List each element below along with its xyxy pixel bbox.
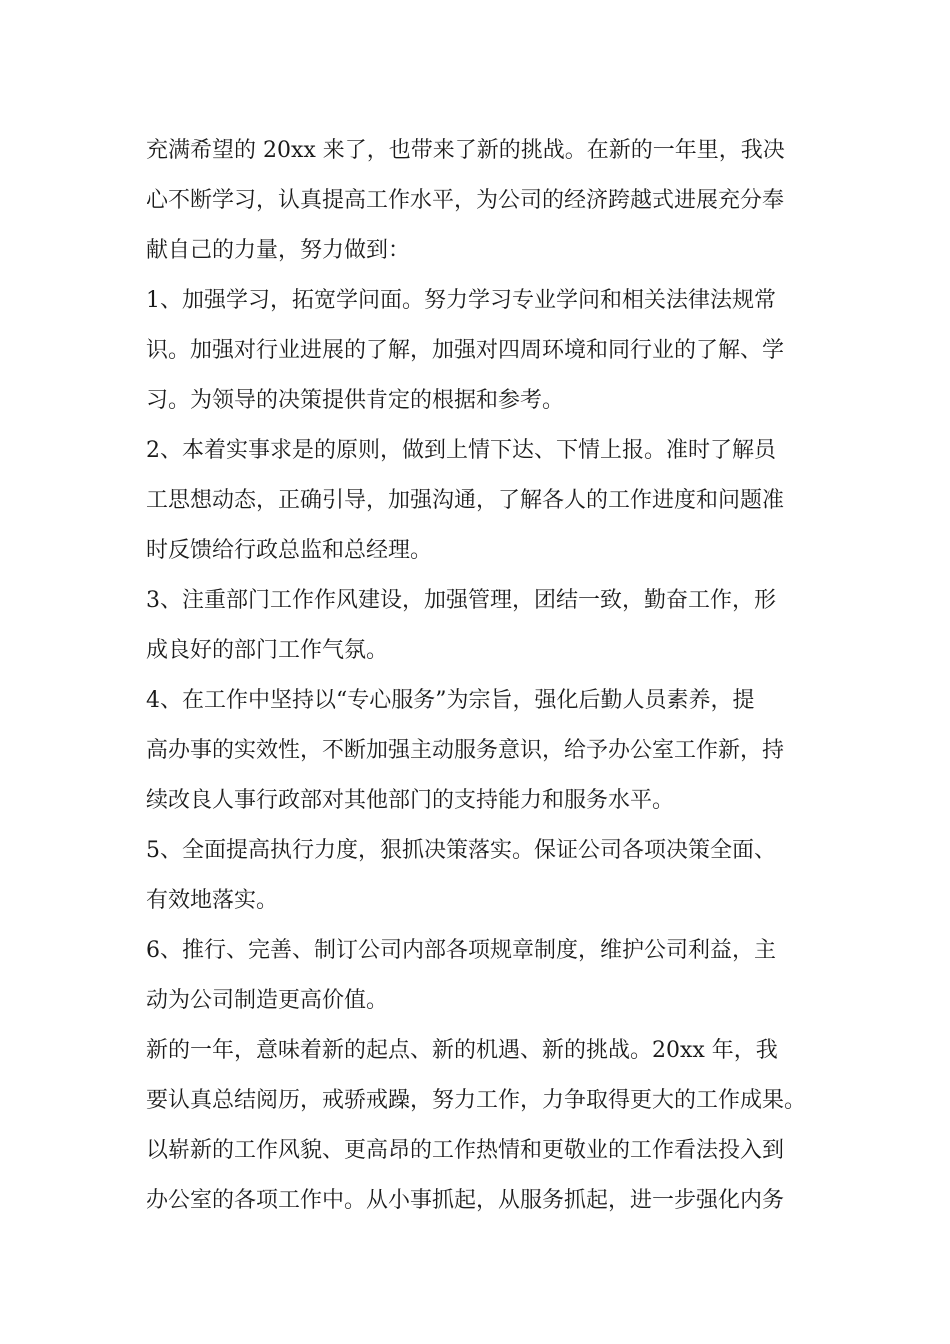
- text-line: 1、加强学习，拓宽学问面。努力学习专业学问和相关法律法规常: [146, 288, 776, 313]
- text-line: 习。为领导的决策提供肯定的根据和参考。: [146, 388, 565, 413]
- text-line: 以崭新的工作风貌、更高昂的工作热情和更敬业的工作看法投入到: [146, 1138, 785, 1163]
- text-line: 6、推行、完善、制订公司内部各项规章制度，维护公司利益，主: [146, 938, 776, 963]
- text-line: 成良好的部门工作气氛。: [146, 638, 389, 663]
- text-line: 新的一年，意味着新的起点、新的机遇、新的挑战。20xx 年，我: [146, 1038, 778, 1063]
- text-line: 4、在工作中坚持以“专心服务”为宗旨，强化后勤人员素养，提: [146, 688, 755, 713]
- text-line: 5、全面提高执行力度，狠抓决策落实。保证公司各项决策全面、: [146, 838, 776, 863]
- text-line: 识。加强对行业进展的了解，加强对四周环境和同行业的了解、学: [146, 338, 785, 363]
- text-line: 3、注重部门工作作风建设，加强管理，团结一致，勤奋工作，形: [146, 588, 776, 613]
- text-line: 献自己的力量，努力做到：: [146, 238, 411, 263]
- text-line: 高办事的实效性，不断加强主动服务意识，给予办公室工作新，持: [146, 738, 785, 763]
- text-line: 心不断学习，认真提高工作水平，为公司的经济跨越式进展充分奉: [146, 188, 785, 213]
- text-line: 有效地落实。: [146, 888, 279, 913]
- text-line: 要认真总结阅历，戒骄戒躁，努力工作，力争取得更大的工作成果。: [146, 1088, 807, 1113]
- text-line: 续改良人事行政部对其他部门的支持能力和服务水平。: [146, 788, 675, 813]
- text-line: 2、本着实事求是的原则，做到上情下达、下情上报。准时了解员: [146, 438, 776, 463]
- text-line: 充满希望的 20xx 来了，也带来了新的挑战。在新的一年里，我决: [146, 138, 785, 163]
- text-line: 时反馈给行政总监和总经理。: [146, 538, 433, 563]
- text-line: 动为公司制造更高价值。: [146, 988, 389, 1013]
- text-line: 工思想动态，正确引导，加强沟通，了解各人的工作进度和问题准: [146, 488, 785, 513]
- text-line: 办公室的各项工作中。从小事抓起，从服务抓起，进一步强化内务: [146, 1188, 785, 1213]
